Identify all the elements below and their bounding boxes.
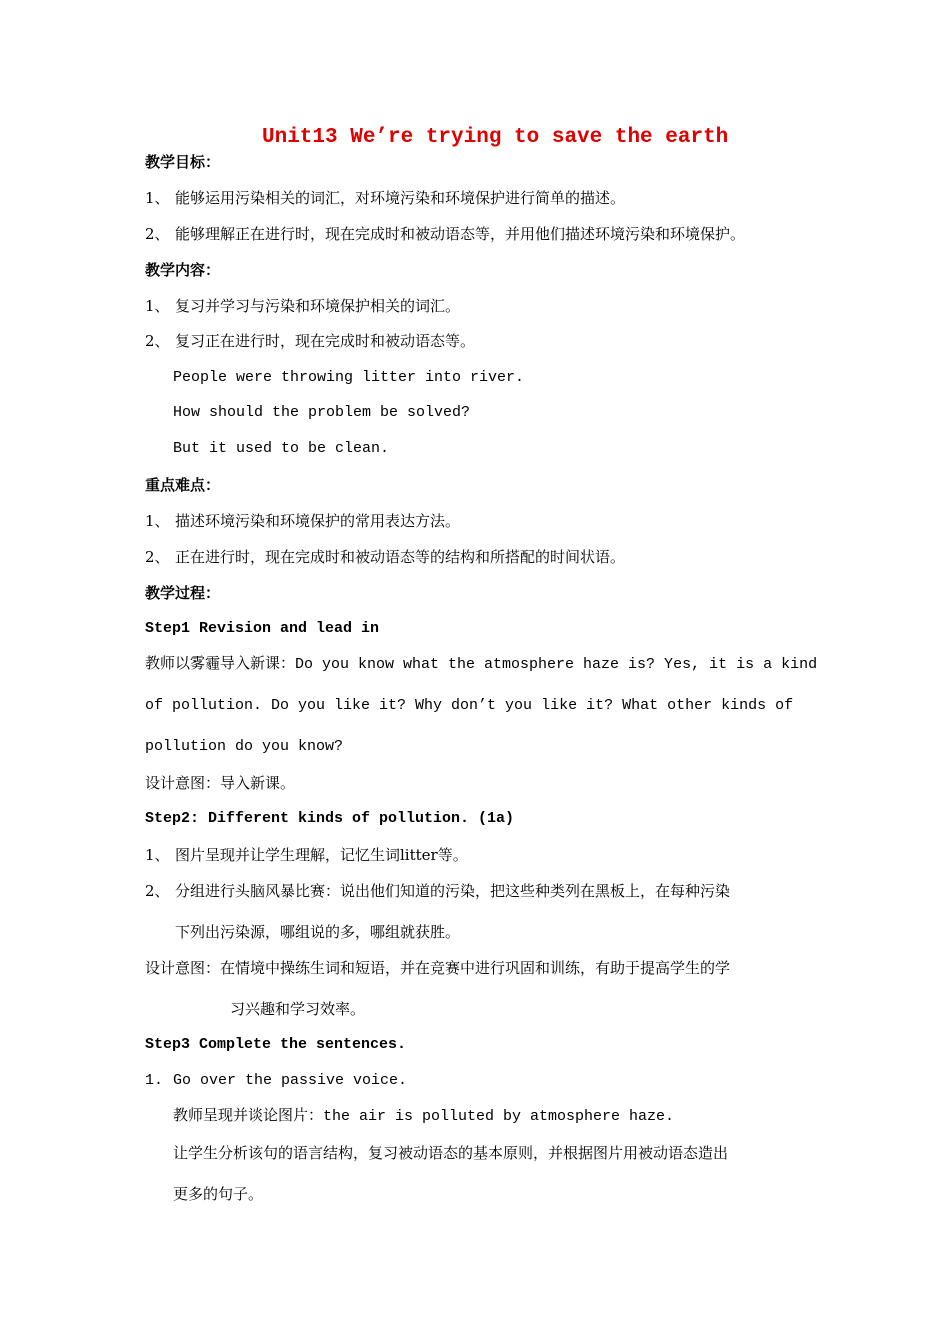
item-text: 分组进行头脑风暴比赛：说出他们知道的污染，把这些种类列在黑板上，在每种污染 xyxy=(175,882,731,900)
key-point-item xyxy=(145,511,460,531)
step2-item xyxy=(145,845,468,865)
key-point-item xyxy=(145,547,625,567)
item-number: 2、 xyxy=(145,882,170,900)
objective-item xyxy=(145,224,745,244)
document-title: Unit13 We’re trying to save the earth xyxy=(262,126,729,149)
heading-content: 教学内容： xyxy=(145,261,221,279)
step2-heading: Step2: Different kinds of pollution. (1a) xyxy=(145,810,515,827)
step1-heading: Step1 Revision and lead in xyxy=(145,620,380,637)
item-text: 正在进行时，现在完成时和被动语态等的结构和所搭配的时间状语。 xyxy=(175,548,626,566)
step3-heading: Step3 Complete the sentences. xyxy=(145,1036,407,1053)
step3-item xyxy=(145,1071,407,1091)
item-text: 复习并学习与污染和环境保护相关的词汇。 xyxy=(175,297,461,315)
heading-process: 教学过程： xyxy=(145,584,221,602)
step1-line: pollution do you know? xyxy=(145,738,344,755)
item-text: 能够运用污染相关的词汇，对环境污染和环境保护进行简单的描述。 xyxy=(175,189,626,207)
step2-item xyxy=(145,881,730,901)
objective-item xyxy=(145,188,625,208)
item-text: 描述环境污染和环境保护的常用表达方法。 xyxy=(175,512,461,530)
step3-line: 教师呈现并谈论图片：the air is polluted by atmosphere haze. xyxy=(173,1108,675,1125)
step1-intent: 设计意图：导入新课。 xyxy=(145,774,296,792)
heading-key-points: 重点难点： xyxy=(145,476,221,494)
step2-intent-continuation: 习兴趣和学习效率。 xyxy=(230,1000,366,1018)
item-number: 2、 xyxy=(145,225,170,243)
step1-line: 教师以雾霾导入新课：Do you know what the atmosphere haze is? Yes, it is a kind xyxy=(145,656,818,673)
item-number: 1、 xyxy=(145,189,170,207)
step1-line: of pollution. Do you like it? Why don’t you like it? What other kinds of xyxy=(145,697,794,714)
item-number: 1、 xyxy=(145,846,170,864)
item-number: 2、 xyxy=(145,548,170,566)
item-number: 1、 xyxy=(145,512,170,530)
step3-line: 让学生分析该句的语言结构，复习被动语态的基本原则，并根据图片用被动语态造出 xyxy=(173,1144,729,1162)
step2-item-continuation: 下列出污染源，哪组说的多，哪组就获胜。 xyxy=(175,923,461,941)
content-item xyxy=(145,331,475,351)
item-text: 复习正在进行时，现在完成时和被动语态等。 xyxy=(175,332,476,350)
heading-objectives: 教学目标： xyxy=(145,153,221,171)
item-number: 1. xyxy=(145,1072,164,1089)
example-sentence: But it used to be clean. xyxy=(173,440,390,457)
step2-intent: 设计意图：在情境中操练生词和短语，并在竞赛中进行巩固和训练，有助于提高学生的学 xyxy=(145,959,731,977)
item-text: Go over the passive voice. xyxy=(173,1072,408,1089)
item-text: 能够理解正在进行时，现在完成时和被动语态等，并用他们描述环境污染和环境保护。 xyxy=(175,225,746,243)
example-sentence: People were throwing litter into river. xyxy=(173,369,525,386)
item-text: 图片呈现并让学生理解，记忆生词litter等。 xyxy=(175,846,468,864)
item-number: 2、 xyxy=(145,332,170,350)
item-number: 1、 xyxy=(145,297,170,315)
example-sentence: How should the problem be solved? xyxy=(173,404,471,421)
content-item xyxy=(145,296,460,316)
step3-line: 更多的句子。 xyxy=(173,1185,264,1203)
